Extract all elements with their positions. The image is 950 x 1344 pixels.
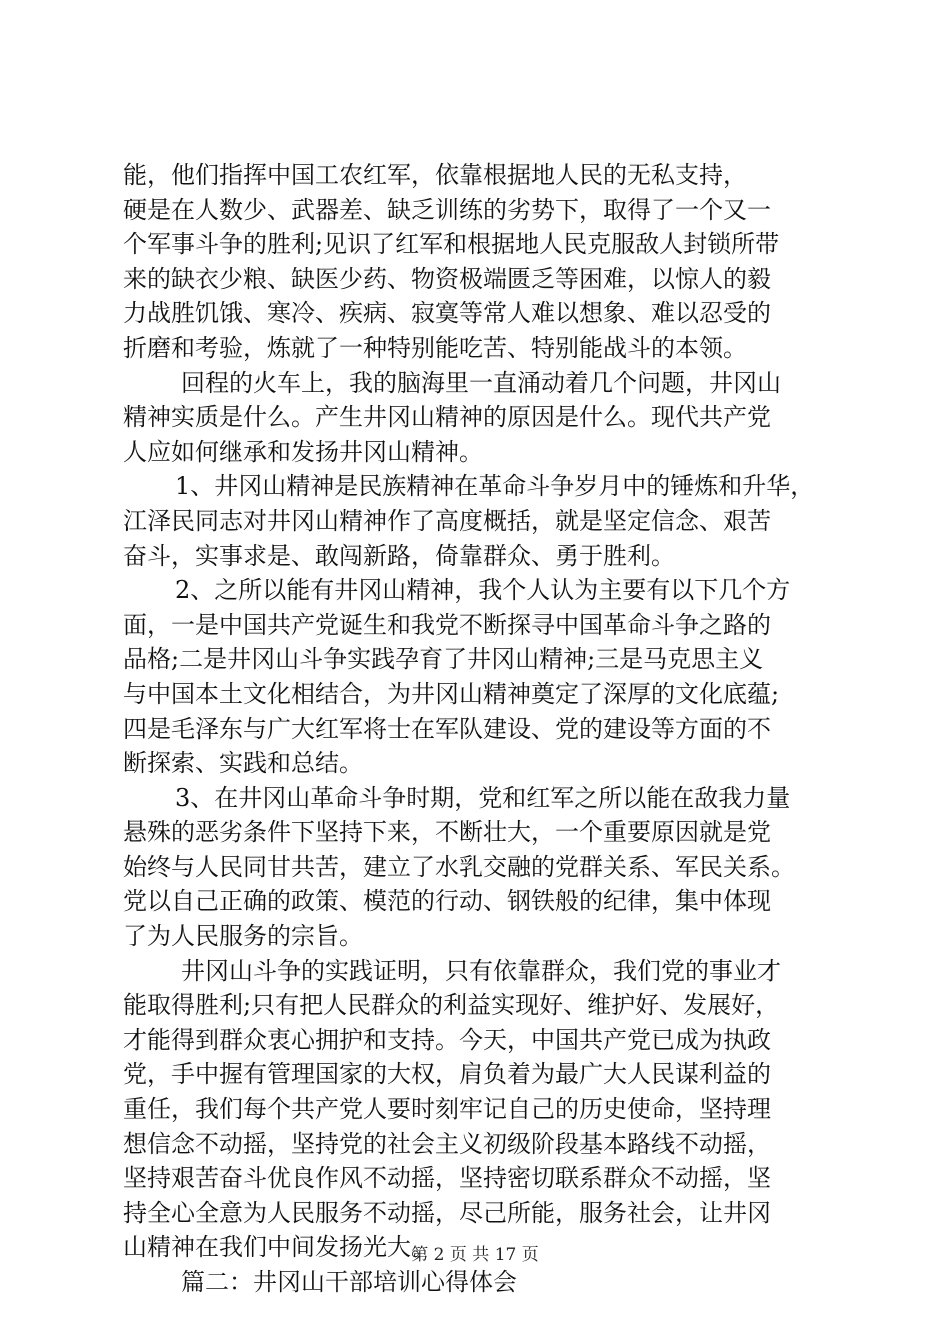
text-line: 江泽民同志对井冈山精神作了高度概括，就是坚定信念、艰苦 (123, 506, 771, 535)
numbered-point-line: 3、在井冈山革命斗争时期，党和红军之所以能在敌我力量 (175, 783, 791, 812)
text-line: 硬是在人数少、武器差、缺乏训练的劣势下，取得了一个又一 (123, 195, 771, 224)
numbered-point-line: 2、之所以能有井冈山精神，我个人认为主要有以下几个方 (175, 576, 791, 605)
numbered-point-line: 1、井冈山精神是民族精神在革命斗争岁月中的锤炼和升华， (175, 472, 815, 501)
text-line: 人应如何继承和发扬井冈山精神。 (123, 437, 483, 466)
text-line: 了为人民服务的宗旨。 (123, 922, 363, 951)
text-line: 与中国本土文化相结合，为井冈山精神奠定了深厚的文化底蕴; (123, 679, 780, 708)
text-line: 党，手中握有管理国家的大权，肩负着为最广大人民谋利益的 (123, 1060, 771, 1089)
text-line: 才能得到群众衷心拥护和支持。今天，中国共产党已成为执政 (123, 1025, 771, 1054)
page-number-footer: 第 2 页 共 17 页 (411, 1245, 539, 1265)
text-line: 能取得胜利;只有把人民群众的利益实现好、维护好、发展好， (123, 991, 780, 1020)
text-line: 山精神在我们中间发扬光大。 (123, 1233, 435, 1262)
text-line: 折磨和考验，炼就了一种特别能吃苦、特别能战斗的本领。 (123, 333, 747, 362)
text-line: 持全心全意为人民服务不动摇，尽己所能，服务社会，让井冈 (123, 1198, 771, 1227)
paragraph-start-line: 回程的火车上，我的脑海里一直涌动着几个问题，井冈山 (181, 368, 781, 397)
text-line: 能，他们指挥中国工农红军，依靠根据地人民的无私支持， (123, 161, 747, 189)
text-line: 始终与人民同甘共苦，建立了水乳交融的党群关系、军民关系。 (123, 852, 795, 881)
text-line: 悬殊的恶劣条件下坚持下来，不断壮大，一个重要原因就是党 (123, 818, 771, 847)
text-line: 精神实质是什么。产生井冈山精神的原因是什么。现代共产党 (123, 403, 771, 432)
text-line: 重任，我们每个共产党人要时刻牢记自己的历史使命，坚持理 (123, 1095, 771, 1124)
paragraph-start-line: 井冈山斗争的实践证明，只有依靠群众，我们党的事业才 (181, 956, 781, 985)
text-line: 来的缺衣少粮、缺医少药、物资极端匮乏等困难，以惊人的毅 (123, 264, 771, 293)
section-heading: 篇二：井冈山干部培训心得体会 (181, 1268, 517, 1296)
text-line: 想信念不动摇，坚持党的社会主义初级阶段基本路线不动摇， (123, 1129, 771, 1158)
text-line: 个军事斗争的胜利;见识了红军和根据地人民克服敌人封锁所带 (123, 230, 780, 259)
text-line: 面，一是中国共产党诞生和我党不断探寻中国革命斗争之路的 (123, 610, 771, 639)
text-line: 坚持艰苦奋斗优良作风不动摇，坚持密切联系群众不动摇，坚 (123, 1164, 771, 1193)
text-line: 奋斗，实事求是、敢闯新路，倚靠群众、勇于胜利。 (123, 541, 675, 570)
text-line: 四是毛泽东与广大红军将士在军队建设、党的建设等方面的不 (123, 714, 771, 743)
document-body (123, 158, 835, 1300)
text-line: 力战胜饥饿、寒冷、疾病、寂寞等常人难以想象、难以忍受的 (123, 299, 771, 328)
text-line: 品格;二是井冈山斗争实践孕育了井冈山精神;三是马克思主义 (123, 645, 764, 674)
text-line: 断探索、实践和总结。 (123, 749, 363, 778)
text-line: 党以自己正确的政策、模范的行动、钢铁般的纪律，集中体现 (123, 887, 771, 916)
